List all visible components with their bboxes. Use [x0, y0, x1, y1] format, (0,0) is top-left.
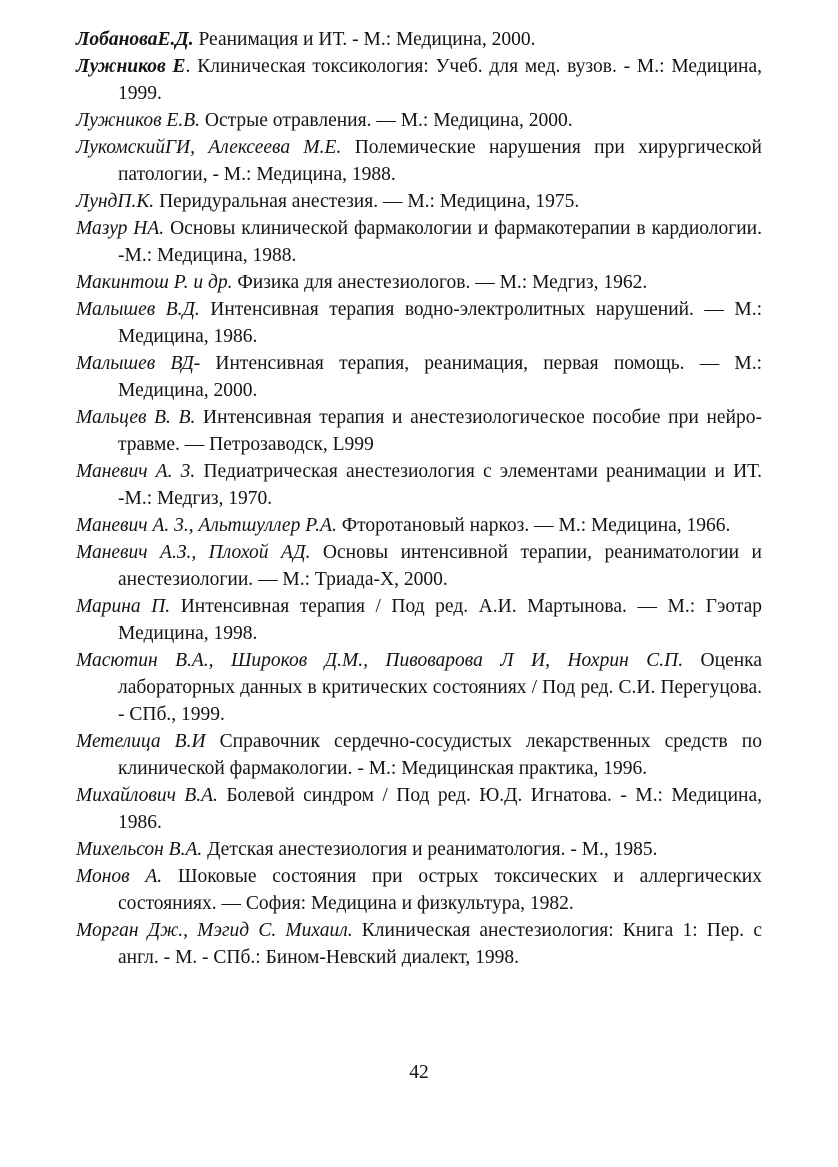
- entry-text: Интенсивная терапия и анестезиологическое пособие при нейро-травме. — Петрозаводск, L999: [118, 407, 762, 455]
- entry-author: Лужников Е.В.: [76, 110, 200, 131]
- bibliography-entry: [76, 728, 762, 782]
- entry-text: Полемические нарушения при хирургической патологии, - М.: Медицина, 1988.: [118, 137, 762, 185]
- entry-author: Михельсон В.А.: [76, 839, 203, 860]
- entry-text: Педиатрическая анестезиология с элементами реанимации и ИТ. -М.: Медгиз, 1970.: [118, 461, 762, 509]
- entry-author: Масютин В.А., Широков Д.М., Пивоварова Л И, Нохрин С.П.: [76, 650, 684, 671]
- entry-text: Детская анестезиология и реаниматология. - М., 1985.: [202, 839, 658, 860]
- bibliography-entry: [76, 917, 762, 971]
- entry-text: Перидуральная анестезия. — М.: Медицина, 1975.: [154, 191, 580, 212]
- entry-author: Михайлович В.А.: [76, 785, 218, 806]
- bibliography-entry: [76, 782, 762, 836]
- entry-text: Физика для анестезиологов. — М.: Медгиз, 1962.: [232, 272, 648, 293]
- bibliography-entry: [76, 296, 762, 350]
- entry-author: Маневич А.З., Плохой АД.: [76, 542, 311, 563]
- bibliography-entry: [76, 134, 762, 188]
- entry-author: Малышев ВД-: [76, 353, 201, 374]
- entry-text: Оценка лабораторных данных в критических состояниях / Под ред. С.И. Перегуцова. - СПб., 1999.: [118, 650, 762, 725]
- entry-author: Марина П.: [76, 596, 171, 617]
- entry-text: . Клиническая токсикология: Учеб. для мед. вузов. - М.: Медицина, 1999.: [118, 56, 762, 104]
- bibliography-entry: [76, 593, 762, 647]
- entry-text: Интенсивная терапия, реанимация, первая помощь. — М.: Медицина, 2000.: [118, 353, 762, 401]
- bibliography-entry: [76, 404, 762, 458]
- page-number: 42: [409, 1062, 429, 1083]
- bibliography-entry: [76, 647, 762, 728]
- entry-author: Малышев В.Д.: [76, 299, 200, 320]
- entry-text: Интенсивная терапия водно-электролитных нарушений. — М.: Медицина, 1986.: [118, 299, 762, 347]
- entry-author: ЛундП.К.: [76, 191, 155, 212]
- entry-author: Метелица В.И: [76, 731, 206, 752]
- bibliography-entry: [76, 269, 762, 296]
- entry-text: Реанимация и ИТ. - М.: Медицина, 2000.: [193, 29, 536, 50]
- bibliography-list: [76, 26, 762, 971]
- entry-text: Острые отравления. — М.: Медицина, 2000.: [199, 110, 573, 131]
- bibliography-entry: [76, 350, 762, 404]
- entry-text: Основы клинической фармакологии и фармакотерапии в кардиологии. -М.: Медицина, 1988.: [118, 218, 762, 266]
- bibliography-entry: [76, 512, 762, 539]
- bibliography-entry: [76, 107, 762, 134]
- bibliography-entry: [76, 215, 762, 269]
- entry-text: Шоковые состояния при острых токсических и аллергических состояниях. — София: Медицина и физкультура, 1982.: [118, 866, 762, 914]
- entry-author: Мазур НА.: [76, 218, 165, 239]
- bibliography-entry: [76, 53, 762, 107]
- entry-text: Справочник сердечно-сосудистых лекарственных средств по клинической фармакологии. - М.: Медицинская практика, 1996.: [118, 731, 762, 779]
- entry-author: Маневич А. 3.: [76, 461, 196, 482]
- entry-author: Монов А.: [76, 866, 163, 887]
- bibliography-entry: [76, 458, 762, 512]
- entry-text: Болевой синдром / Под ред. Ю.Д. Игнатова. - М.: Медицина, 1986.: [118, 785, 762, 833]
- entry-author: Мальцев В. В.: [76, 407, 196, 428]
- entry-author: Маневич А. 3., Альтшуллер Р.А.: [76, 515, 337, 536]
- bibliography-entry: [76, 539, 762, 593]
- entry-author: Макинтош Р. и др.: [76, 272, 233, 293]
- bibliography-entry: [76, 26, 762, 53]
- bibliography-entry: [76, 863, 762, 917]
- entry-text: Клиническая анестезиология: Книга 1: Пер. с англ. - М. - СПб.: Бином-Невский диалект, 1998.: [118, 920, 762, 968]
- entry-author: Лужников Е: [76, 56, 186, 77]
- entry-author: ЛобановаЕ.Д.: [76, 29, 194, 50]
- entry-text: Фторотановый наркоз. — М.: Медицина, 1966.: [336, 515, 731, 536]
- entry-text: Основы интенсивной терапии, реаниматологии и анестезиологии. — М.: Триада-Х, 2000.: [118, 542, 762, 590]
- bibliography-entry: [76, 188, 762, 215]
- entry-author: ЛукомскийГИ, Алексеева М.Е.: [76, 137, 342, 158]
- entry-author: Морган Дж., Мэгид С. Михаил.: [76, 920, 353, 941]
- bibliography-entry: [76, 836, 762, 863]
- entry-text: Интенсивная терапия / Под ред. А.И. Мартынова. — М.: Гэотар Медицина, 1998.: [118, 596, 762, 644]
